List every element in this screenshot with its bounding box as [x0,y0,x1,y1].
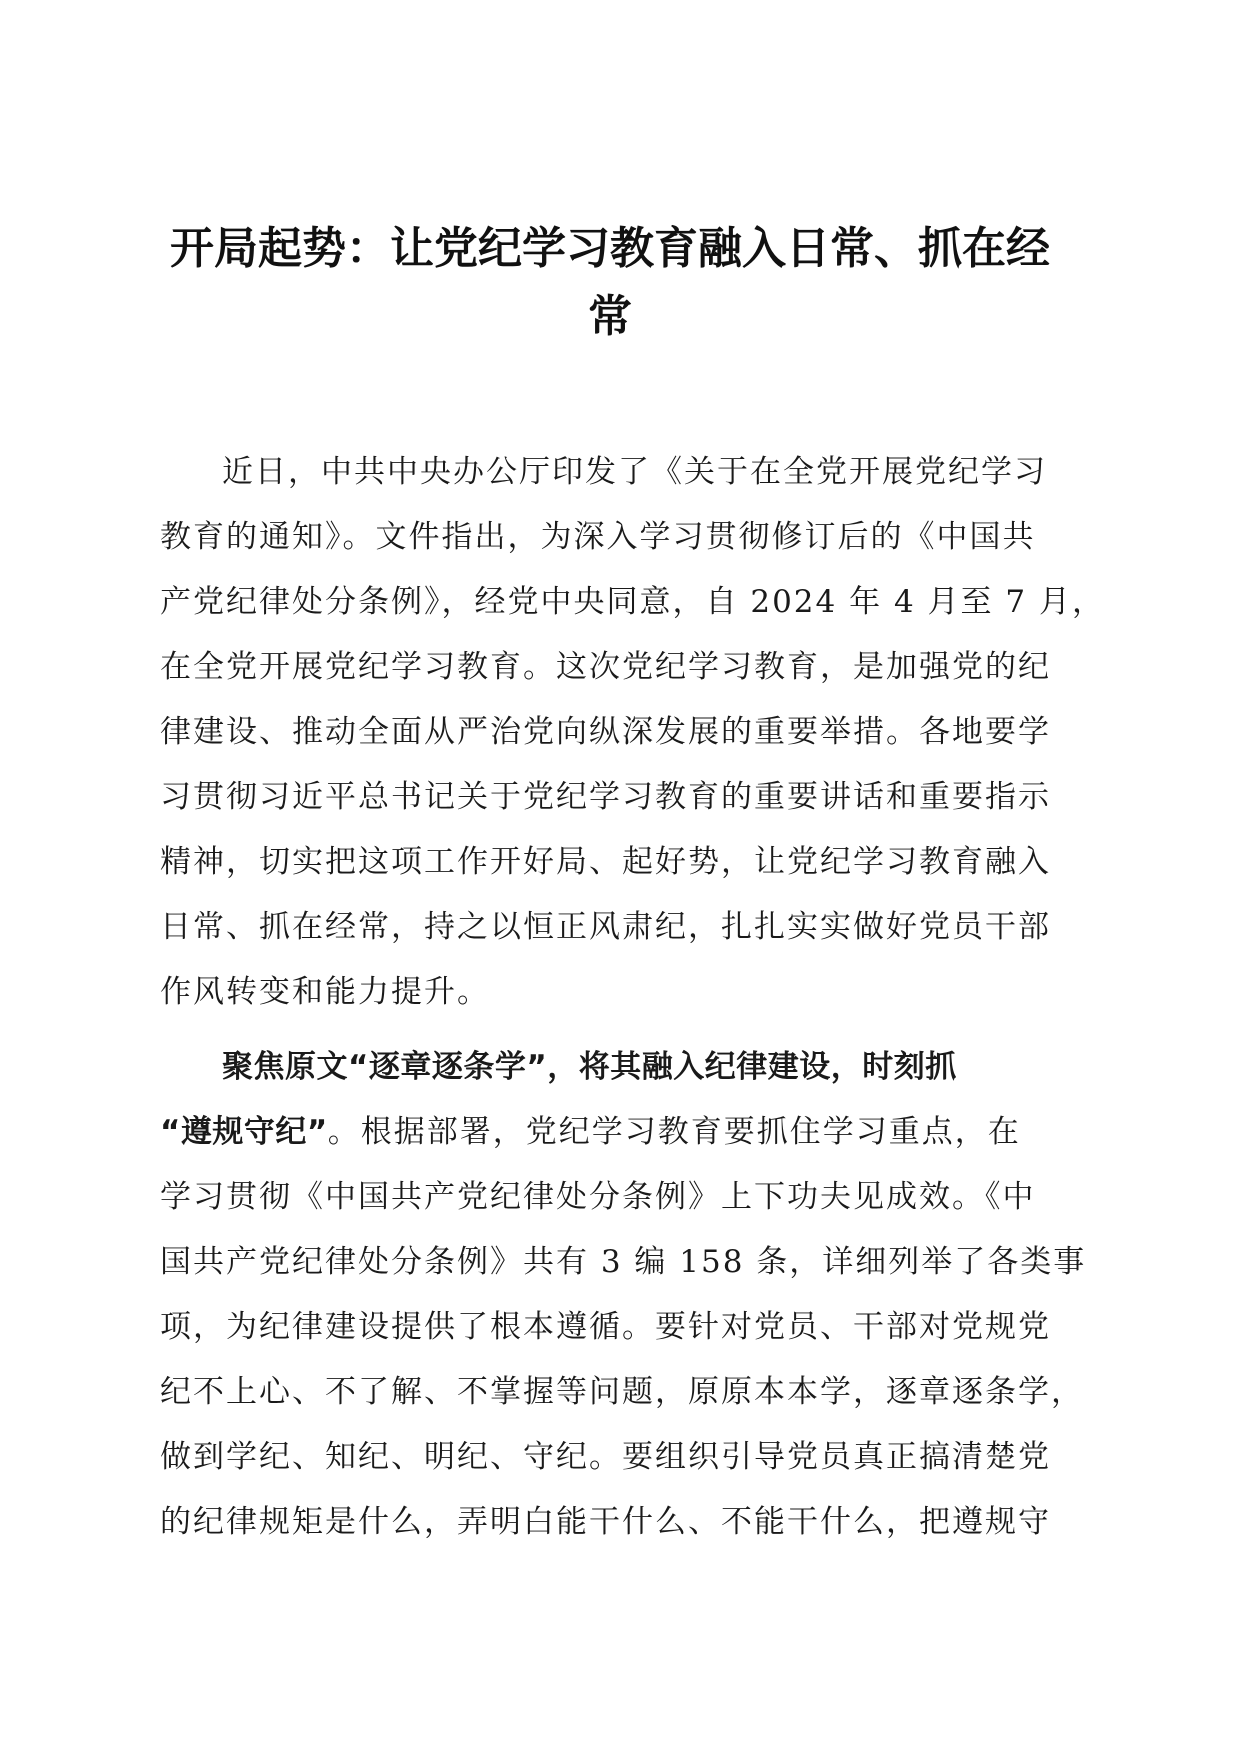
paragraph-line: 国共产党纪律处分条例》共有 3 编 158 条，详细列举了各类事 [160,1244,1087,1280]
paragraph-line: 纪不上心、不了解、不掌握等问题，原原本本学，逐章逐条学， [160,1374,1084,1410]
title-line-2: 常 [588,291,632,342]
paragraph-line: 习贯彻习近平总书记关于党纪学习教育的重要讲话和重要指示 [160,779,1051,815]
paragraph-line: 日常、抓在经常，持之以恒正风肃纪，扎扎实实做好党员干部 [160,909,1051,945]
title-line-1: 开局起势：让党纪学习教育融入日常、抓在经 [170,223,1050,274]
paragraph-line: 教育的通知》。文件指出，为深入学习贯彻修订后的《中国共 [160,519,1036,555]
paragraph-line: 近日，中共中央办公厅印发了《关于在全党开展党纪学习 [222,454,1047,490]
document-body [160,440,1105,1555]
paragraph-line: 精神，切实把这项工作开好局、起好势，让党纪学习教育融入 [160,844,1051,880]
section-heading-bold-phrase: “遵规守纪” [160,1114,328,1150]
paragraph-2 [160,1035,1087,1555]
document-title [150,215,1070,351]
paragraph-line: 项，为纪律建设提供了根本遵循。要针对党员、干部对党规党 [160,1309,1051,1345]
paragraph-1 [160,440,1105,1025]
paragraph-line: 在全党开展党纪学习教育。这次党纪学习教育，是加强党的纪 [160,649,1051,685]
paragraph-spacer [160,1025,1080,1035]
paragraph-line: 做到学纪、知纪、明纪、守纪。要组织引导党员真正搞清楚党 [160,1439,1051,1475]
section-heading-line-2 [160,1100,1080,1165]
paragraph-line: 学习贯彻《中国共产党纪律处分条例》上下功夫见成效。《中 [160,1179,1036,1215]
section-heading-line-1: 聚焦原文“逐章逐条学”，将其融入纪律建设，时刻抓 [222,1049,957,1085]
paragraph-line: 作风转变和能力提升。 [160,974,490,1010]
section-heading-rest: 。根据部署，党纪学习教育要抓住学习重点，在 [327,1114,1021,1150]
paragraph-line: 产党纪律处分条例》，经党中央同意，自 2024 年 4 月至 7 月， [160,584,1105,620]
paragraph-line: 的纪律规矩是什么，弄明白能干什么、不能干什么，把遵规守 [160,1504,1051,1540]
paragraph-line: 律建设、推动全面从严治党向纵深发展的重要举措。各地要学 [160,714,1051,750]
